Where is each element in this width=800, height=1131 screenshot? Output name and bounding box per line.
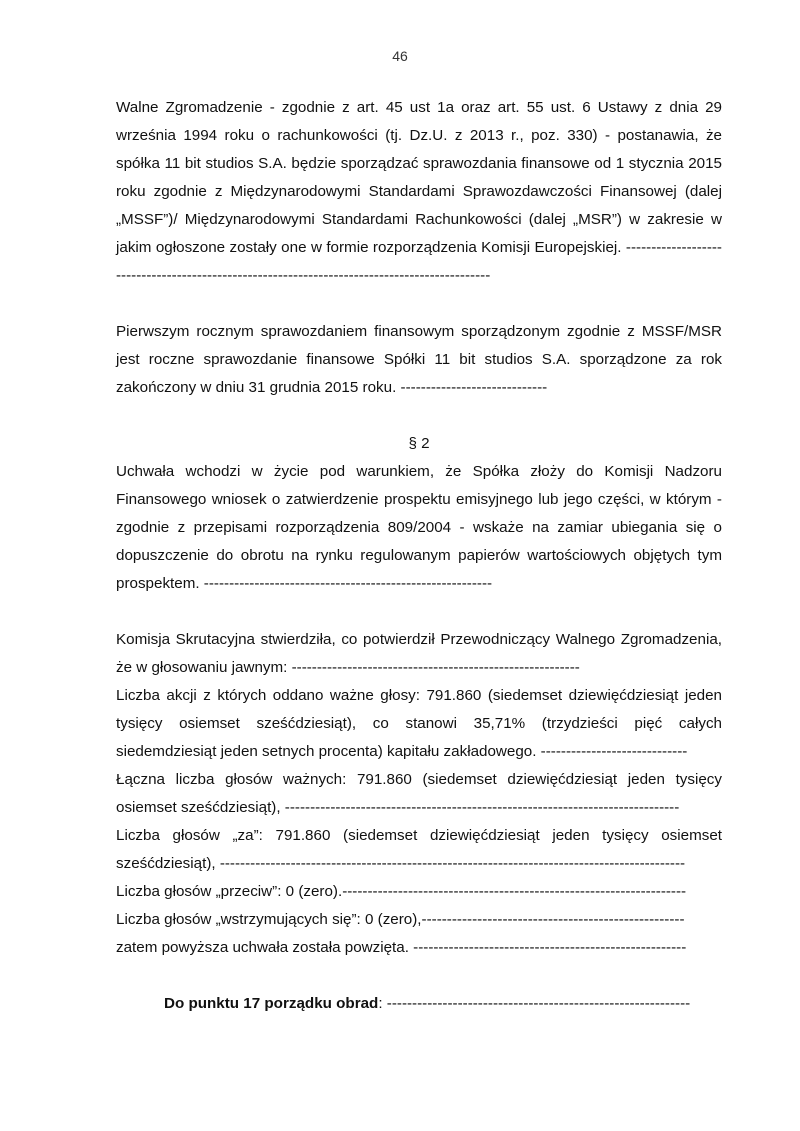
vote-abstain-line: Liczba głosów „wstrzymujących się”: 0 (zero),---------------------------------------------------- [116,911,685,928]
vote-for-line: Liczba głosów „za”: 791.860 (siedemset dziewięćdziesiąt jeden tysięcy osiemset sześćdziesiąt), -------------------------------------------------------------------------------------------- [116,827,722,872]
spacer [116,402,722,430]
section-heading: § 2 [408,435,430,452]
agenda-item-line [116,990,722,1018]
vote-shares-line: Liczba akcji z których oddano ważne głosy: 791.860 (siedemset dziewięćdziesiąt jeden tysięcy osiemset sześćdziesiąt), co stanowi 35,71% (trzydzieści pięć całych siedemdziesiąt jeden setnych procenta) kapitału zakładowego. ----------------------------- [116,687,722,760]
paragraph-vote-commission: Komisja Skrutacyjna stwierdziła, co potwierdził Przewodniczący Walnego Zgromadzenia, że w głosowaniu jawnym: --------------------------------------------------------- [116,631,722,676]
paragraph-condition: Uchwała wchodzi w życie pod warunkiem, że Spółka złoży do Komisji Nadzoru Finansowego wniosek o zatwierdzenie prospektu emisyjnego lub jego części, w którym - zgodnie z przepisami rozporządzenia 809/2004 - wskaże na zamiar ubiegania się o dopuszczenie do obrotu na rynku regulowanym papierów wartościowych objętych tym prospektem. --------------------------------------------------------- [116,463,722,592]
spacer [116,290,722,318]
spacer [116,962,722,990]
page-number: 46 [392,48,408,64]
vote-valid-line: Łączna liczba głosów ważnych: 791.860 (siedemset dziewięćdziesiąt jeden tysięcy osiemset sześćdziesiąt), ------------------------------------------------------------------------------ [116,771,722,816]
paragraph-first-financial-statement: Pierwszym rocznym sprawozdaniem finansowym sporządzonym zgodnie z MSSF/MSR jest roczne sprawozdanie finansowe Spółki 11 bit studios S.A. sporządzone za rok zakończony w dniu 31 grudnia 2015 roku. ----------------------------- [116,323,722,396]
vote-against-line: Liczba głosów „przeciw”: 0 (zero).-------------------------------------------------------------------- [116,883,687,900]
spacer [116,598,722,626]
document-body [116,94,722,1018]
paragraph-ifrs-resolution: Walne Zgromadzenie - zgodnie z art. 45 ust 1a oraz art. 55 ust. 6 Ustawy z dnia 29 września 1994 roku o rachunkowości (tj. Dz.U. z 2013 r., poz. 330) - postanawia, że spółka 11 bit studios S.A. będzie sporządzać sprawozdania finansowe od 1 stycznia 2015 roku zgodnie z Międzynarodowymi Standardami Sprawozdawczości Finansowej (dalej „MSSF”)/ Międzynarodowymi Standardami Rachunkowości (dalej „MSR”) w zakresie w jakim ogłoszone zostały one w formie rozporządzenia Komisji Europejskiej. --------------------------------------------------------------------------------------------- [116,99,722,284]
agenda-item-suffix: : ------------------------------------------------------------ [378,995,691,1012]
agenda-item-label: Do punktu 17 porządku obrad [164,995,379,1012]
vote-result-line: zatem powyższa uchwała została powzięta. ------------------------------------------------------ [116,939,687,956]
